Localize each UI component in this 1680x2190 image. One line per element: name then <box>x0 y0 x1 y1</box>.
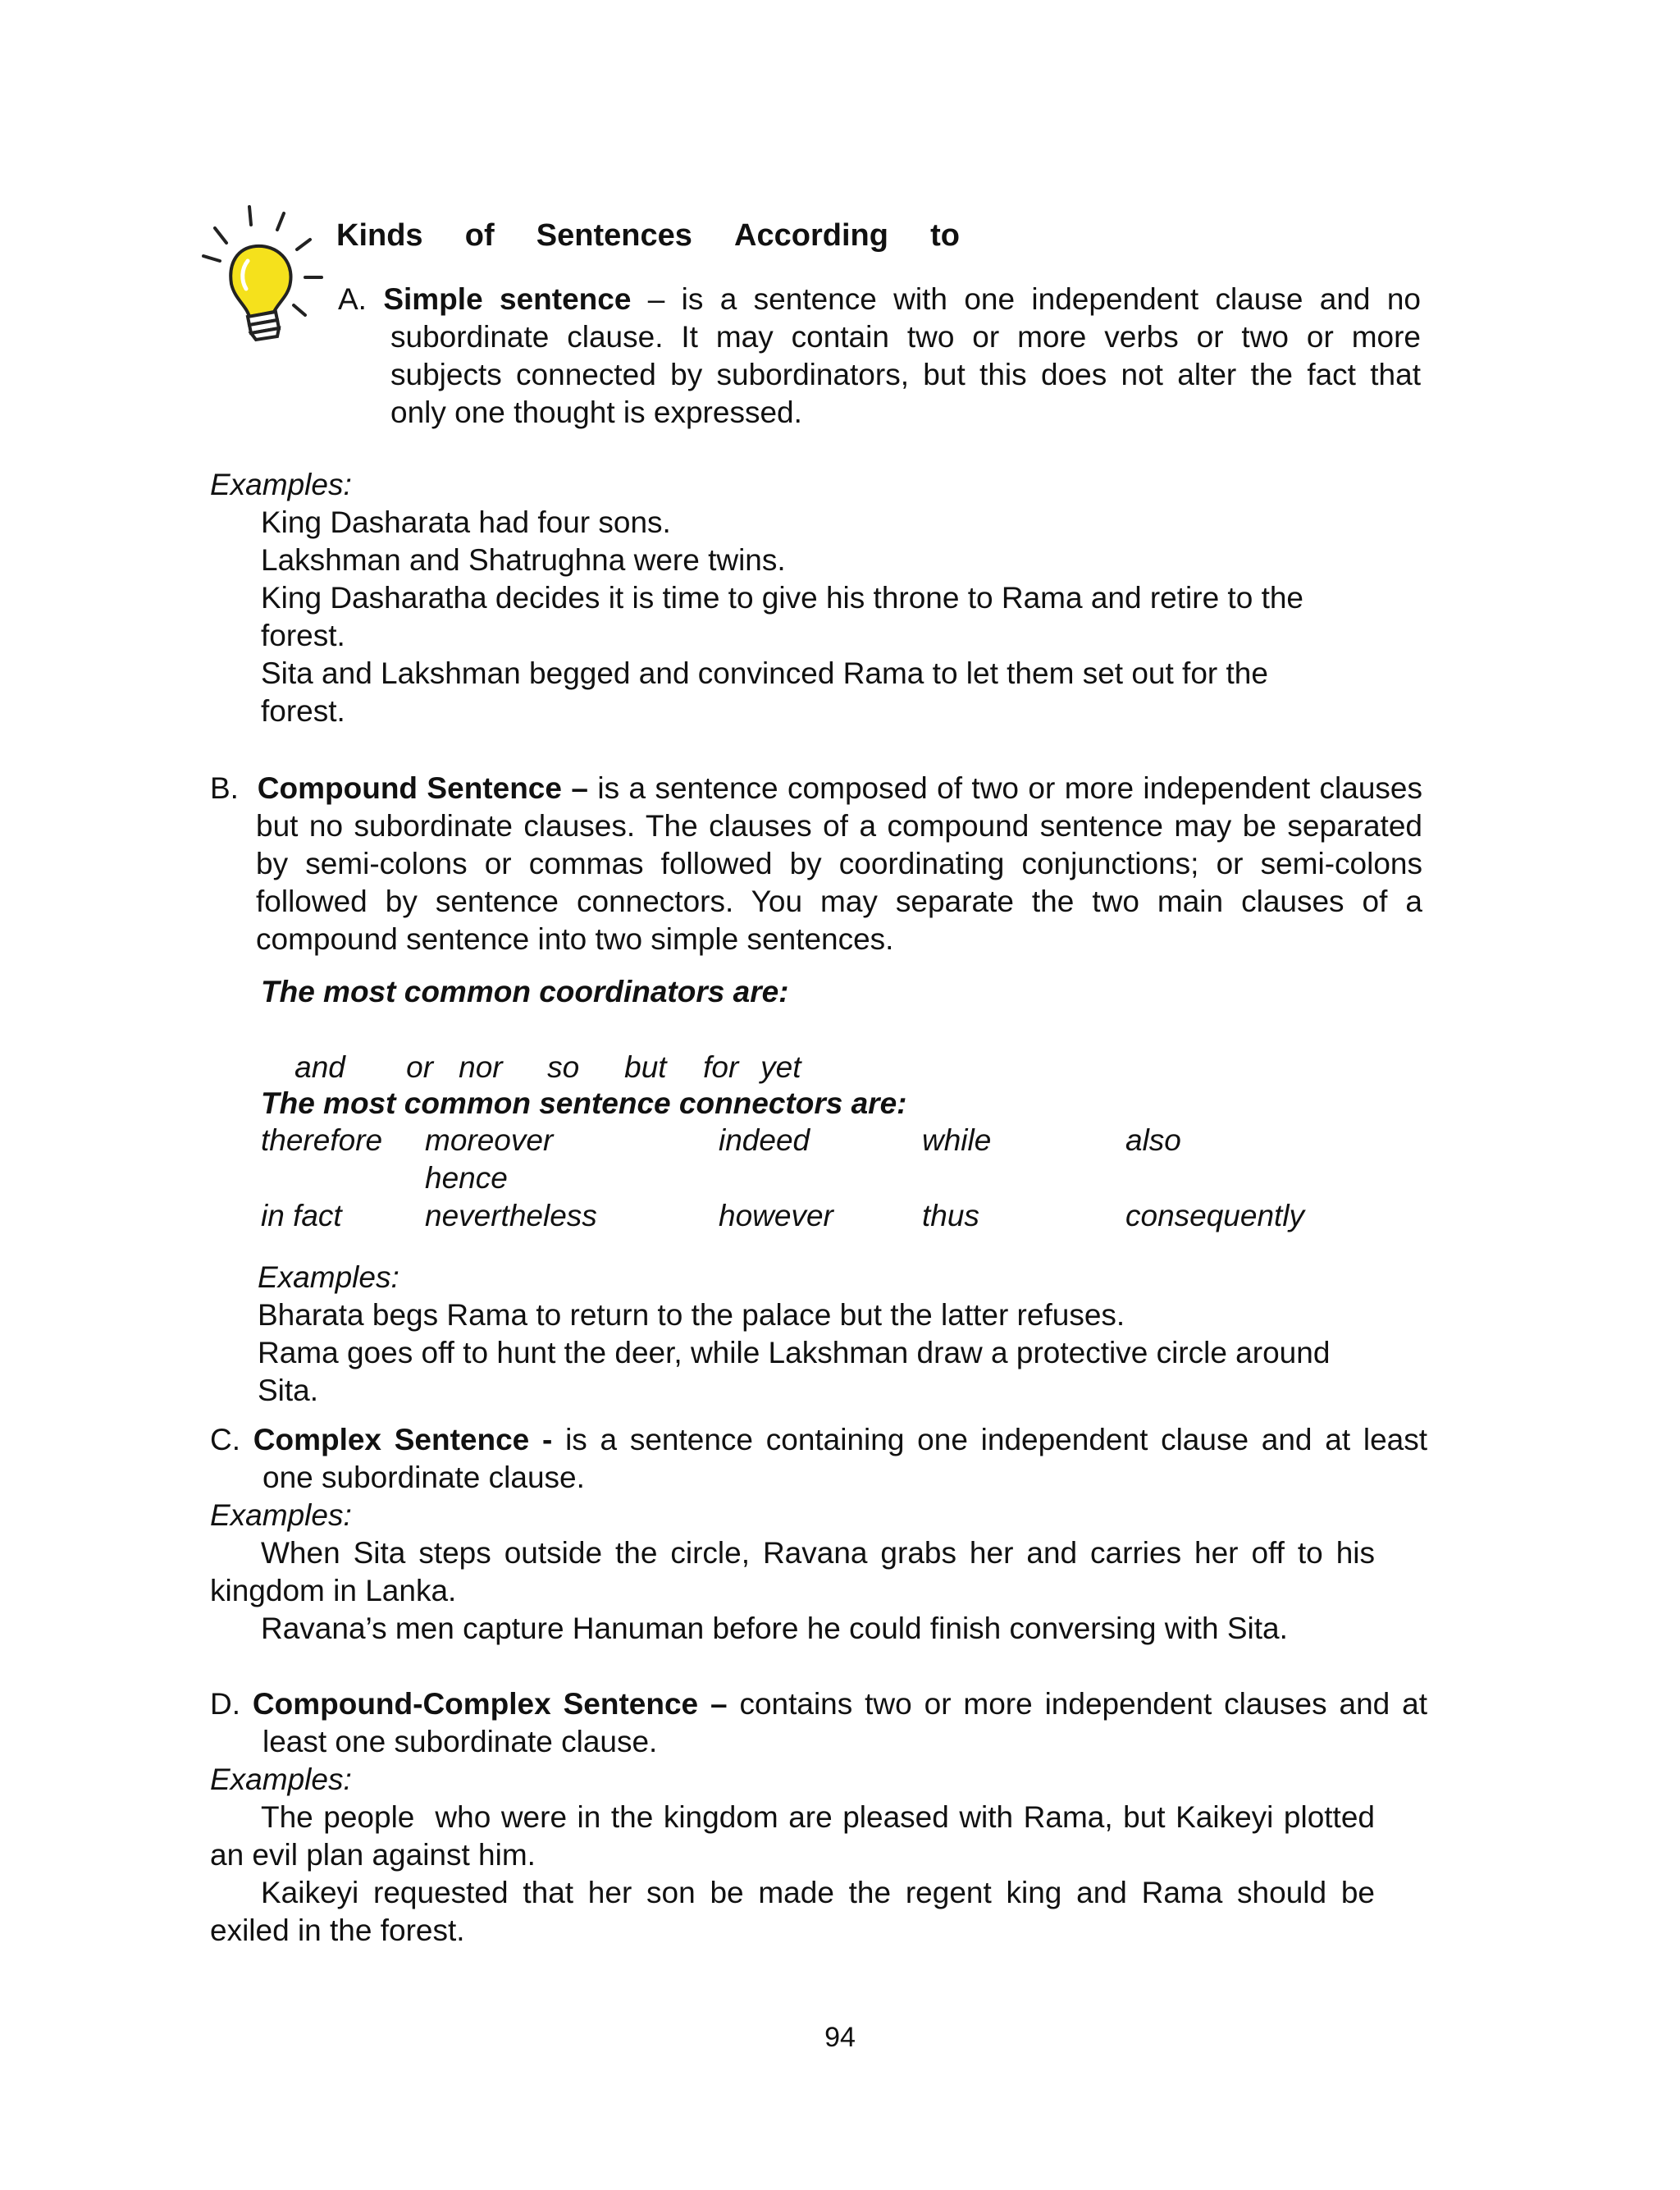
example-sentence: Sita and Lakshman begged and convinced Rama to let them set out for the forest. <box>261 656 1268 728</box>
example-sentence: When Sita steps outside the circle, Ravana grabs her and carries her off to his kingdom in Lanka. <box>210 1536 1375 1607</box>
section-c-definition <box>210 1421 1427 1497</box>
heading-word: Kinds <box>336 218 423 253</box>
connector-word: in fact <box>261 1199 342 1232</box>
section-heading <box>336 215 960 256</box>
connector-word: consequently <box>1125 1199 1305 1232</box>
section-b-examples <box>258 1296 1373 1410</box>
connector-word: hence <box>425 1161 508 1195</box>
connectors-row <box>261 1159 1339 1197</box>
section-term: Simple sentence <box>383 282 632 316</box>
coordinators-heading: The most common coordinators are: <box>261 975 789 1008</box>
section-definition: contains two or more independent clauses and at least one subordinate clause. <box>262 1687 1427 1758</box>
section-d-examples <box>210 1799 1384 1950</box>
coordinator-word: yet <box>760 1050 801 1084</box>
section-definition: is a sentence containing one independent clause and at least one subordinate clause. <box>262 1423 1427 1494</box>
section-term: Compound-Complex Sentence – <box>252 1687 728 1721</box>
example-sentence: The people who were in the kingdom are pleased with Rama, but Kaikeyi plotted an evil plan against him. <box>210 1800 1384 1872</box>
coordinator-word: but <box>624 1050 667 1084</box>
connectors-row <box>261 1197 1339 1235</box>
section-letter: C. <box>210 1423 240 1456</box>
section-d-definition <box>210 1685 1427 1761</box>
connectors-row <box>261 1122 1339 1159</box>
coordinator-word: so <box>547 1050 580 1084</box>
section-d-examples-label: Examples: <box>210 1763 352 1796</box>
coordinator-word: for <box>703 1050 739 1084</box>
example-sentence: Ravana’s men capture Hanuman before he could finish conversing with Sita. <box>261 1612 1288 1645</box>
section-letter: B. <box>210 771 239 805</box>
section-definition: is a sentence composed of two or more independent clauses but no subordinate clauses. The clauses of a compound sentence may be separated by semi-colons or commas followed by coordinating conjunctions; or semi-colons followed by sentence connectors. You may separate the two main clauses of a compound sentence into two simple sentences. <box>256 771 1422 956</box>
connector-word: indeed <box>719 1123 810 1157</box>
section-b-definition <box>210 770 1422 958</box>
section-b-examples-label: Examples: <box>258 1260 399 1294</box>
example-sentence: Rama goes off to hunt the deer, while Lakshman draw a protective circle around Sita. <box>258 1336 1331 1407</box>
section-c-examples-label: Examples: <box>210 1498 352 1532</box>
section-a-examples-label: Examples: <box>210 468 352 501</box>
example-sentence: Lakshman and Shatrughna were twins. <box>261 543 786 577</box>
connector-word <box>1125 1159 1339 1197</box>
connector-word: moreover <box>425 1123 554 1157</box>
page-number: 94 <box>824 2022 856 2053</box>
section-definition: – is a sentence with one independent clause and no subordinate clause. It may contain two or more verbs or two or more subjects connected by subordinators, but this does not alter the fact that only one thought is expressed. <box>390 282 1421 429</box>
section-term: Compound Sentence – <box>257 771 588 805</box>
coordinator-word: nor <box>459 1050 503 1084</box>
coordinator-word: and <box>294 1050 345 1084</box>
connector-word <box>261 1159 425 1197</box>
section-c-examples <box>210 1534 1375 1648</box>
lightbulb-icon <box>199 203 330 351</box>
example-sentence: King Dasharatha decides it is time to give his throne to Rama and retire to the forest. <box>261 581 1304 652</box>
section-letter: D. <box>210 1687 240 1721</box>
example-sentence: Bharata begs Rama to return to the palace but the latter refuses. <box>258 1298 1125 1332</box>
connector-word: nevertheless <box>425 1199 597 1232</box>
heading-word: to <box>930 218 960 253</box>
connector-word: also <box>1125 1123 1181 1157</box>
section-a-examples <box>261 504 1360 730</box>
heading-word: Sentences <box>536 218 692 253</box>
connector-word: while <box>922 1123 992 1157</box>
section-term: Complex Sentence - <box>253 1423 553 1456</box>
example-sentence: Kaikeyi requested that her son be made the regent king and Rama should be exiled in the forest. <box>210 1876 1375 1947</box>
connector-word <box>922 1159 1125 1197</box>
heading-word: According <box>734 218 888 253</box>
connector-word <box>719 1159 922 1197</box>
connectors-table <box>261 1122 1339 1235</box>
coordinator-word: or <box>406 1050 434 1084</box>
connector-word: however <box>719 1199 833 1232</box>
connectors-heading: The most common sentence connectors are: <box>261 1086 907 1120</box>
connector-word: thus <box>922 1199 979 1232</box>
section-a-definition <box>338 281 1421 432</box>
example-sentence: King Dasharata had four sons. <box>261 505 671 539</box>
heading-word: of <box>464 218 495 253</box>
connector-word: therefore <box>261 1123 383 1157</box>
section-letter: A. <box>338 282 367 316</box>
